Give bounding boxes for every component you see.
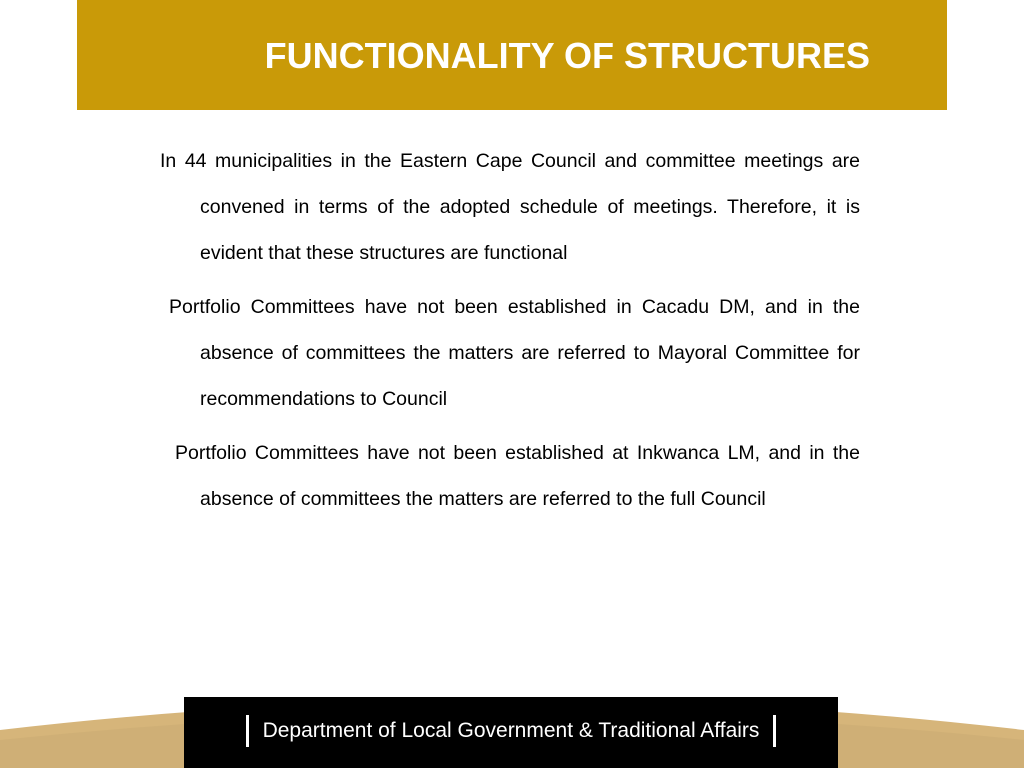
paragraph-2: Portfolio Committees have not been established in Cacadu DM, and in the absence of committees the matters are referred to Mayoral Committee for recommendations to Council (169, 296, 860, 410)
footer-label: Department of Local Government & Traditional Affairs (262, 719, 760, 742)
title-bar (77, 0, 947, 110)
paragraph-3: Portfolio Committees have not been established at Inkwanca LM, and in the absence of committees the matters are referred to the full Council (175, 442, 860, 510)
paragraph-1: In 44 municipalities in the Eastern Cape Council and committee meetings are convened in terms of the adopted schedule of meetings. Therefore, it is evident that these structures are functional (160, 150, 860, 264)
footer-divider-left (246, 715, 249, 747)
slide-body (160, 138, 860, 530)
footer-divider-right (773, 715, 776, 747)
footer-banner (184, 697, 838, 768)
slide-title: FUNCTIONALITY OF STRUCTURES (264, 35, 870, 76)
